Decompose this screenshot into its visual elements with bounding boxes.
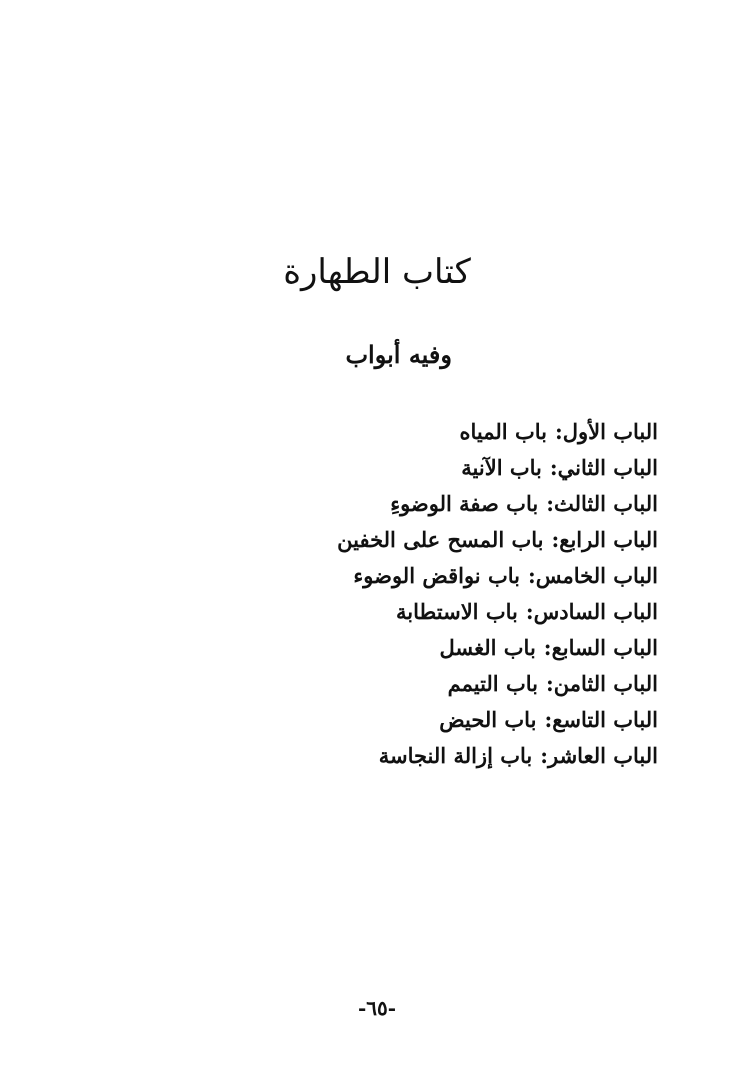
chapter-separator: :: [546, 491, 554, 516]
chapter-ordinal: الباب الثالث: [553, 491, 658, 516]
chapter-separator: :: [549, 455, 558, 480]
page-number: -٦٥-: [357, 996, 397, 1020]
chapter-item-5: [337, 558, 658, 594]
chapter-separator: :: [543, 635, 552, 660]
chapter-item-1: [337, 414, 658, 450]
chapter-name: باب الآنية: [461, 455, 542, 480]
chapter-item-9: [337, 702, 658, 738]
chapter-ordinal: الباب العاشر: [548, 743, 658, 768]
chapter-separator: :: [540, 743, 548, 768]
chapter-item-2: [337, 450, 658, 486]
chapter-name: باب صفة الوضوءِ: [390, 491, 539, 516]
chapter-name: باب إزالة النجاسة: [378, 743, 533, 768]
chapter-separator: :: [551, 527, 560, 552]
chapter-name: باب الحيض: [439, 707, 537, 732]
chapter-ordinal: الباب الخامس: [535, 563, 658, 588]
chapter-item-6: [337, 594, 658, 630]
chapter-item-4: [337, 522, 658, 558]
book-subtitle: وفيه أبواب: [345, 340, 452, 369]
chapter-ordinal: الباب الرابع: [559, 527, 658, 552]
chapter-item-10: [337, 738, 658, 774]
chapter-ordinal: الباب التاسع: [552, 707, 658, 732]
chapter-ordinal: الباب الثامن: [553, 671, 658, 696]
chapter-item-3: [337, 486, 658, 522]
chapter-ordinal: الباب السادس: [533, 599, 658, 624]
chapter-name: باب المسح على الخفين: [337, 527, 544, 552]
chapter-ordinal: الباب السابع: [551, 635, 658, 660]
chapter-separator: :: [527, 563, 536, 588]
chapter-name: باب الاستطابة: [396, 599, 518, 624]
chapter-name: باب المياه: [459, 419, 547, 444]
chapter-separator: :: [554, 419, 563, 444]
chapter-list: [337, 414, 658, 774]
chapter-separator: :: [545, 671, 554, 696]
chapter-ordinal: الباب الأول: [562, 419, 658, 444]
chapter-name: باب التيمم: [447, 671, 538, 696]
chapter-item-8: [337, 666, 658, 702]
chapter-separator: :: [525, 599, 534, 624]
book-title: كتاب الطهارة: [283, 252, 471, 292]
chapter-item-7: [337, 630, 658, 666]
chapter-name: باب الغسل: [439, 635, 536, 660]
chapter-separator: :: [544, 707, 553, 732]
chapter-name: باب نواقض الوضوء: [353, 563, 520, 588]
chapter-ordinal: الباب الثاني: [557, 455, 658, 480]
